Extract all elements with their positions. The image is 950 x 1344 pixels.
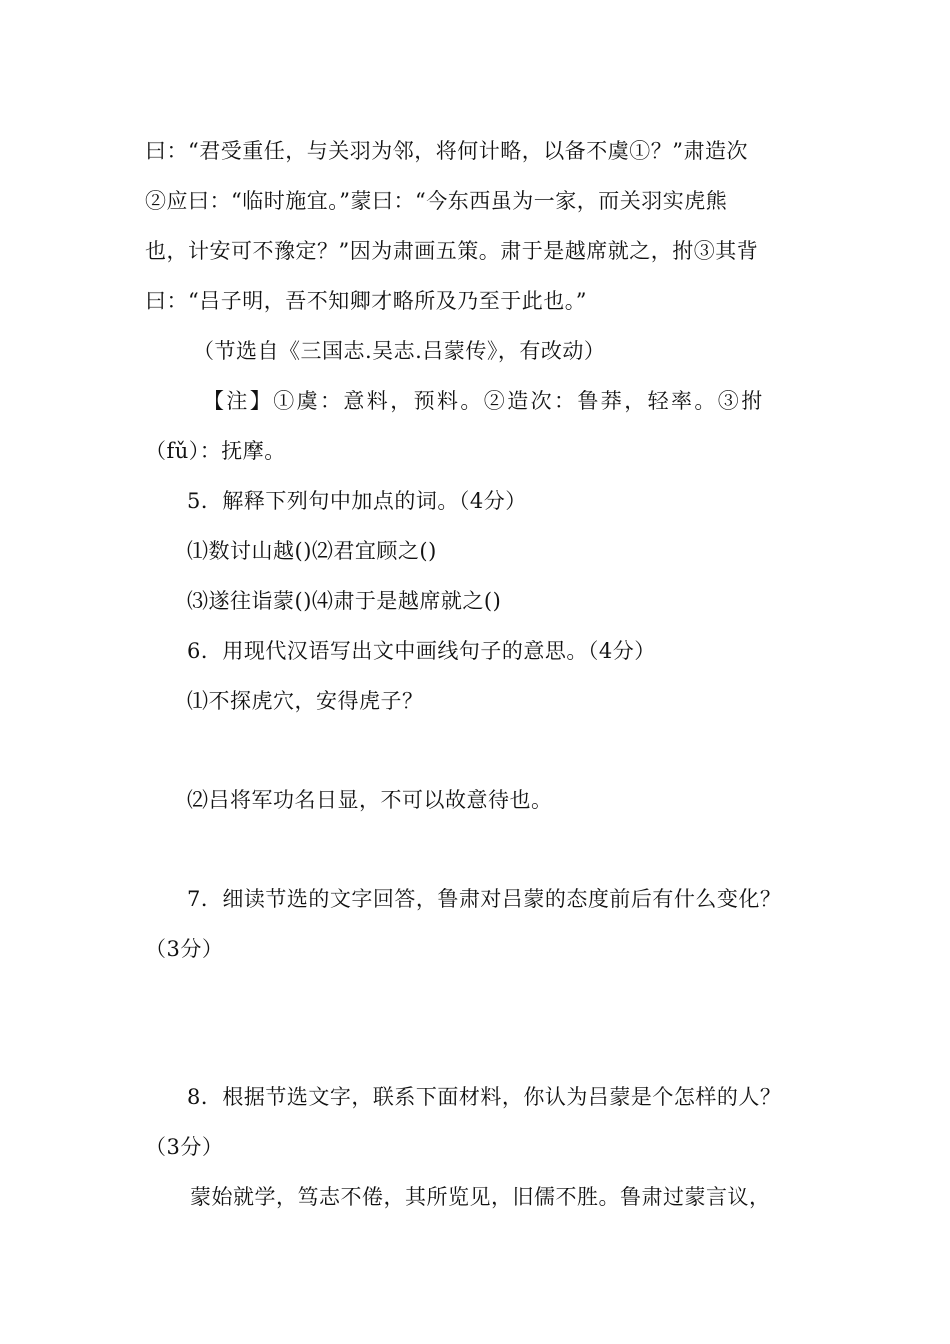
passage-line-1: 曰：“君受重任，与关羽为邻，将何计略，以备不虞①？”肃造次 (145, 139, 748, 163)
question-8-line-1: 8．根据节选文字，联系下面材料，你认为吕蒙是个怎样的人？ (187, 1085, 782, 1109)
question-8-material: 蒙始就学，笃志不倦，其所览见，旧儒不胜。鲁肃过蒙言议， (190, 1185, 771, 1209)
question-6-title: 6．用现代汉语写出文中画线句子的意思。（4分） (187, 639, 656, 663)
question-7-line-2: （3分） (145, 937, 224, 961)
passage-line-4: 曰：“吕子明，吾不知卿才略所及乃至于此也。” (145, 289, 587, 313)
passage-line-3: 也，计安可不豫定？”因为肃画五策。肃于是越席就之，拊③其背 (145, 239, 759, 263)
question-6-item-1: ⑴不探虎穴，安得虎子？ (187, 689, 424, 713)
passage-source: （节选自《三国志.吴志.吕蒙传》，有改动） (193, 339, 606, 363)
passage-line-2: ②应曰：“临时施宜。”蒙曰：“今东西虽为一家，而关羽实虎熊 (145, 189, 728, 213)
annotation-line-2: （fǔ）：抚摩。 (145, 439, 286, 463)
question-8-line-2: （3分） (145, 1135, 224, 1159)
question-5-item-2: ⑶遂往诣蒙()⑷肃于是越席就之() (187, 589, 502, 613)
annotation-line-1: 【注】①虞：意料，预料。②造次：鲁莽，轻率。③拊 (203, 389, 765, 413)
question-7-line-1: 7．细读节选的文字回答，鲁肃对吕蒙的态度前后有什么变化？ (187, 887, 782, 911)
question-6-item-2: ⑵吕将军功名日显，不可以故意待也。 (187, 788, 553, 812)
question-5-title: 5．解释下列句中加点的词。（4分） (187, 489, 527, 513)
question-5-item-1: ⑴数讨山越()⑵君宜顾之() (187, 539, 437, 563)
